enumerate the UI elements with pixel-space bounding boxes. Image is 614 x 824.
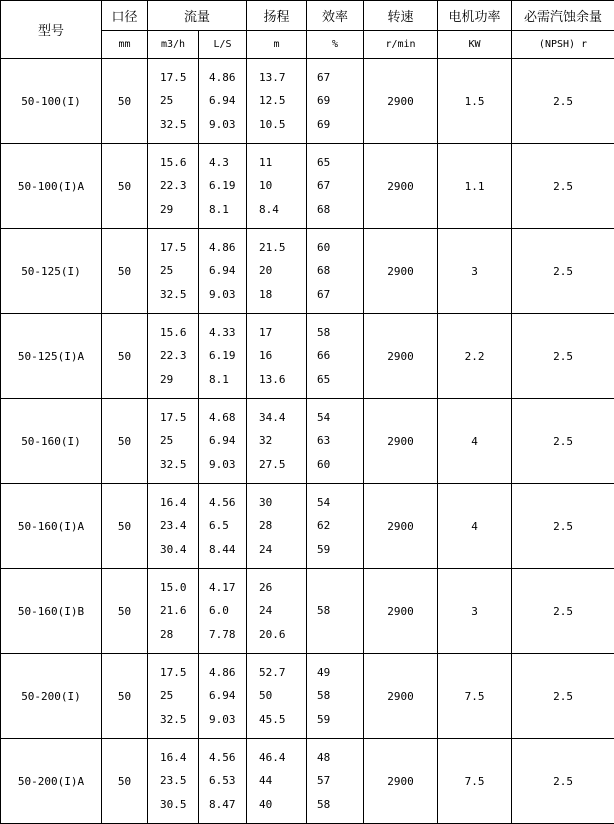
flow-ls-cell xyxy=(199,569,247,654)
head-cell-value: 32 xyxy=(259,434,273,447)
efficiency-cell xyxy=(307,399,364,484)
flow-m3h-cell xyxy=(148,314,199,399)
flow-m3h-cell-value: 15.0 xyxy=(160,580,187,594)
head-cell xyxy=(247,739,307,824)
flow-ls-cell-value: 6.5 xyxy=(209,519,229,532)
efficiency-cell-value: 48 xyxy=(317,750,331,764)
flow-m3h-cell-value: 32.5 xyxy=(160,712,187,726)
efficiency-cell-value: 54 xyxy=(317,495,331,509)
efficiency-cell-value: 59 xyxy=(317,542,331,556)
npsh-cell: 2.5 xyxy=(512,739,614,824)
flow-m3h-cell xyxy=(148,144,199,229)
header-efficiency: 效率 xyxy=(307,1,364,31)
efficiency-cell-value: 65 xyxy=(317,372,331,386)
speed-cell: 2900 xyxy=(364,654,438,739)
table-row xyxy=(1,484,614,569)
flow-ls-cell-value: 4.56 xyxy=(209,750,236,764)
flow-m3h-cell-value: 32.5 xyxy=(160,457,187,471)
motor-power-cell: 3 xyxy=(438,569,512,654)
unit-caliber: mm xyxy=(102,31,148,59)
header-caliber: 口径 xyxy=(102,1,148,31)
caliber-cell: 50 xyxy=(102,739,148,824)
flow-m3h-cell xyxy=(148,399,199,484)
head-cell xyxy=(247,484,307,569)
flow-ls-cell-value: 9.03 xyxy=(209,712,236,726)
flow-ls-cell-value: 4.86 xyxy=(209,240,236,254)
flow-m3h-cell-value: 17.5 xyxy=(160,240,187,254)
flow-m3h-cell xyxy=(148,229,199,314)
flow-ls-cell-value: 4.68 xyxy=(209,410,236,424)
model-cell: 50-125(I) xyxy=(1,229,102,314)
efficiency-cell-value: 65 xyxy=(317,155,331,169)
npsh-cell: 2.5 xyxy=(512,569,614,654)
motor-power-cell: 1.1 xyxy=(438,144,512,229)
header-model: 型号 xyxy=(1,1,102,59)
header-speed: 转速 xyxy=(364,1,438,31)
flow-m3h-cell-value: 32.5 xyxy=(160,117,187,131)
flow-m3h-cell-value: 25 xyxy=(160,689,174,702)
header-motor-power: 电机功率 xyxy=(438,1,512,31)
flow-m3h-cell-value: 16.4 xyxy=(160,495,187,509)
efficiency-cell-value: 54 xyxy=(317,410,331,424)
speed-cell: 2900 xyxy=(364,569,438,654)
efficiency-cell-value: 66 xyxy=(317,349,331,362)
flow-m3h-cell-value: 25 xyxy=(160,264,174,277)
flow-ls-cell-value: 4.17 xyxy=(209,580,236,594)
head-cell-value: 44 xyxy=(259,774,273,787)
head-cell xyxy=(247,654,307,739)
efficiency-cell-value: 67 xyxy=(317,70,331,84)
head-cell-value: 20 xyxy=(259,264,273,277)
caliber-cell: 50 xyxy=(102,399,148,484)
motor-power-cell: 2.2 xyxy=(438,314,512,399)
head-cell-value: 24 xyxy=(259,604,273,617)
head-cell-value: 20.6 xyxy=(259,627,286,641)
caliber-cell: 50 xyxy=(102,654,148,739)
head-cell-value: 17 xyxy=(259,325,273,339)
flow-ls-cell xyxy=(199,654,247,739)
flow-ls-cell xyxy=(199,314,247,399)
table-row xyxy=(1,739,614,824)
flow-m3h-cell-value: 21.6 xyxy=(160,604,187,617)
efficiency-cell-value: 58 xyxy=(317,325,331,339)
head-cell-value: 12.5 xyxy=(259,94,286,107)
flow-ls-cell-value: 4.33 xyxy=(209,325,236,339)
model-cell: 50-160(I) xyxy=(1,399,102,484)
efficiency-cell xyxy=(307,484,364,569)
flow-m3h-cell xyxy=(148,484,199,569)
flow-ls-cell-value: 6.19 xyxy=(209,179,236,192)
head-cell-value: 28 xyxy=(259,519,273,532)
head-cell-value: 24 xyxy=(259,542,273,556)
unit-npsh: (NPSH) r xyxy=(512,31,614,59)
header-flow: 流量 xyxy=(148,1,247,31)
head-cell-value: 18 xyxy=(259,287,273,301)
flow-ls-cell xyxy=(199,484,247,569)
head-cell-value: 45.5 xyxy=(259,712,286,726)
efficiency-cell-value: 59 xyxy=(317,712,331,726)
header-head: 扬程 xyxy=(247,1,307,31)
efficiency-cell xyxy=(307,229,364,314)
flow-m3h-cell xyxy=(148,569,199,654)
unit-efficiency: % xyxy=(307,31,364,59)
speed-cell: 2900 xyxy=(364,229,438,314)
efficiency-cell-value: 69 xyxy=(317,117,331,131)
caliber-cell: 50 xyxy=(102,314,148,399)
table-row xyxy=(1,569,614,654)
table-row xyxy=(1,144,614,229)
flow-ls-cell-value: 6.94 xyxy=(209,94,236,107)
flow-m3h-cell-value: 17.5 xyxy=(160,410,187,424)
flow-ls-cell-value: 4.56 xyxy=(209,495,236,509)
flow-ls-cell-value: 7.78 xyxy=(209,627,236,641)
head-cell-value: 10 xyxy=(259,179,273,192)
flow-ls-cell xyxy=(199,144,247,229)
header-row xyxy=(1,1,614,31)
flow-m3h-cell-value: 22.3 xyxy=(160,179,187,192)
efficiency-cell xyxy=(307,739,364,824)
flow-ls-cell xyxy=(199,229,247,314)
flow-m3h-cell-value: 17.5 xyxy=(160,665,187,679)
model-cell: 50-160(I)A xyxy=(1,484,102,569)
flow-m3h-cell-value: 25 xyxy=(160,94,174,107)
motor-power-cell: 4 xyxy=(438,399,512,484)
head-cell-value: 11 xyxy=(259,155,273,169)
flow-ls-cell-value: 4.86 xyxy=(209,70,236,84)
flow-m3h-cell-value: 29 xyxy=(160,372,174,386)
npsh-cell: 2.5 xyxy=(512,314,614,399)
npsh-cell: 2.5 xyxy=(512,484,614,569)
efficiency-cell-value: 60 xyxy=(317,240,331,254)
motor-power-cell: 7.5 xyxy=(438,654,512,739)
flow-ls-cell xyxy=(199,399,247,484)
speed-cell: 2900 xyxy=(364,399,438,484)
head-cell-value: 16 xyxy=(259,349,273,362)
model-cell: 50-125(I)A xyxy=(1,314,102,399)
model-cell: 50-160(I)B xyxy=(1,569,102,654)
flow-ls-cell-value: 9.03 xyxy=(209,457,236,471)
header-npsh: 必需汽蚀余量 xyxy=(512,1,614,31)
unit-flow-ls: L/S xyxy=(199,31,247,59)
motor-power-cell: 1.5 xyxy=(438,59,512,144)
motor-power-cell: 4 xyxy=(438,484,512,569)
npsh-cell: 2.5 xyxy=(512,229,614,314)
model-cell: 50-100(I) xyxy=(1,59,102,144)
flow-m3h-cell-value: 23.4 xyxy=(160,519,187,532)
head-cell-value: 8.4 xyxy=(259,202,279,216)
head-cell-value: 13.7 xyxy=(259,70,286,84)
head-cell-value: 27.5 xyxy=(259,457,286,471)
flow-ls-cell-value: 8.1 xyxy=(209,372,229,386)
flow-m3h-cell xyxy=(148,59,199,144)
flow-ls-cell-value: 6.94 xyxy=(209,434,236,447)
head-cell-value: 34.4 xyxy=(259,410,286,424)
head-cell xyxy=(247,314,307,399)
head-cell-value: 46.4 xyxy=(259,750,286,764)
efficiency-cell-value: 60 xyxy=(317,457,331,471)
head-cell-value: 21.5 xyxy=(259,240,286,254)
head-cell-value: 26 xyxy=(259,580,273,594)
speed-cell: 2900 xyxy=(364,314,438,399)
flow-m3h-cell-value: 22.3 xyxy=(160,349,187,362)
flow-m3h-cell-value: 16.4 xyxy=(160,750,187,764)
table-row xyxy=(1,229,614,314)
model-cell: 50-200(I)A xyxy=(1,739,102,824)
efficiency-cell-value: 58 xyxy=(317,689,331,702)
speed-cell: 2900 xyxy=(364,484,438,569)
caliber-cell: 50 xyxy=(102,144,148,229)
head-cell-value: 13.6 xyxy=(259,372,286,386)
unit-motor-power: KW xyxy=(438,31,512,59)
flow-ls-cell-value: 6.94 xyxy=(209,264,236,277)
head-cell-value: 40 xyxy=(259,797,273,811)
efficiency-cell xyxy=(307,314,364,399)
head-cell xyxy=(247,229,307,314)
head-cell-value: 30 xyxy=(259,495,273,509)
flow-ls-cell-value: 9.03 xyxy=(209,287,236,301)
flow-ls-cell-value: 8.47 xyxy=(209,797,236,811)
model-cell: 50-100(I)A xyxy=(1,144,102,229)
npsh-cell: 2.5 xyxy=(512,59,614,144)
flow-m3h-cell-value: 32.5 xyxy=(160,287,187,301)
flow-m3h-cell xyxy=(148,739,199,824)
flow-ls-cell-value: 6.0 xyxy=(209,604,229,617)
caliber-cell: 50 xyxy=(102,484,148,569)
flow-m3h-cell-value: 15.6 xyxy=(160,325,187,339)
flow-ls-cell-value: 8.1 xyxy=(209,202,229,216)
head-cell-value: 10.5 xyxy=(259,117,286,131)
npsh-cell: 2.5 xyxy=(512,399,614,484)
caliber-cell: 50 xyxy=(102,59,148,144)
table-row xyxy=(1,399,614,484)
flow-ls-cell-value: 6.19 xyxy=(209,349,236,362)
head-cell xyxy=(247,59,307,144)
efficiency-cell-value: 68 xyxy=(317,264,331,277)
efficiency-cell-value: 58 xyxy=(317,797,331,811)
flow-m3h-cell-value: 25 xyxy=(160,434,174,447)
unit-speed: r/min xyxy=(364,31,438,59)
table-row xyxy=(1,59,614,144)
flow-ls-cell-value: 8.44 xyxy=(209,542,236,556)
flow-ls-cell-value: 6.53 xyxy=(209,774,236,787)
flow-ls-cell-value: 9.03 xyxy=(209,117,236,131)
table-row xyxy=(1,654,614,739)
flow-ls-cell xyxy=(199,59,247,144)
efficiency-cell-value: 57 xyxy=(317,774,331,787)
head-cell-value: 50 xyxy=(259,689,273,702)
motor-power-cell: 3 xyxy=(438,229,512,314)
flow-m3h-cell-value: 23.5 xyxy=(160,774,187,787)
speed-cell: 2900 xyxy=(364,59,438,144)
npsh-cell: 2.5 xyxy=(512,144,614,229)
flow-m3h-cell-value: 28 xyxy=(160,627,174,641)
efficiency-cell xyxy=(307,569,364,654)
flow-ls-cell-value: 4.86 xyxy=(209,665,236,679)
flow-m3h-cell-value: 17.5 xyxy=(160,70,187,84)
efficiency-cell xyxy=(307,654,364,739)
efficiency-cell-value: 67 xyxy=(317,287,331,301)
npsh-cell: 2.5 xyxy=(512,654,614,739)
flow-ls-cell-value: 4.3 xyxy=(209,155,229,169)
efficiency-cell-value: 49 xyxy=(317,665,331,679)
flow-m3h-cell xyxy=(148,654,199,739)
caliber-cell: 50 xyxy=(102,229,148,314)
head-cell xyxy=(247,569,307,654)
efficiency-cell-value: 63 xyxy=(317,434,331,447)
head-cell xyxy=(247,144,307,229)
caliber-cell: 50 xyxy=(102,569,148,654)
efficiency-cell-value: 67 xyxy=(317,179,331,192)
efficiency-cell-value: 62 xyxy=(317,519,331,532)
motor-power-cell: 7.5 xyxy=(438,739,512,824)
flow-m3h-cell-value: 30.4 xyxy=(160,542,187,556)
efficiency-cell xyxy=(307,59,364,144)
flow-m3h-cell-value: 15.6 xyxy=(160,155,187,169)
head-cell-value: 52.7 xyxy=(259,665,286,679)
head-cell xyxy=(247,399,307,484)
flow-m3h-cell-value: 30.5 xyxy=(160,797,187,811)
model-cell: 50-200(I) xyxy=(1,654,102,739)
flow-ls-cell xyxy=(199,739,247,824)
table-row xyxy=(1,314,614,399)
unit-flow-m3h: m3/h xyxy=(148,31,199,59)
speed-cell: 2900 xyxy=(364,739,438,824)
efficiency-cell xyxy=(307,144,364,229)
flow-m3h-cell-value: 29 xyxy=(160,202,174,216)
efficiency-cell-value: 68 xyxy=(317,202,331,216)
unit-head: m xyxy=(247,31,307,59)
flow-ls-cell-value: 6.94 xyxy=(209,689,236,702)
speed-cell: 2900 xyxy=(364,144,438,229)
efficiency-cell-value: 69 xyxy=(317,94,331,107)
efficiency-cell-value: 58 xyxy=(317,604,331,617)
